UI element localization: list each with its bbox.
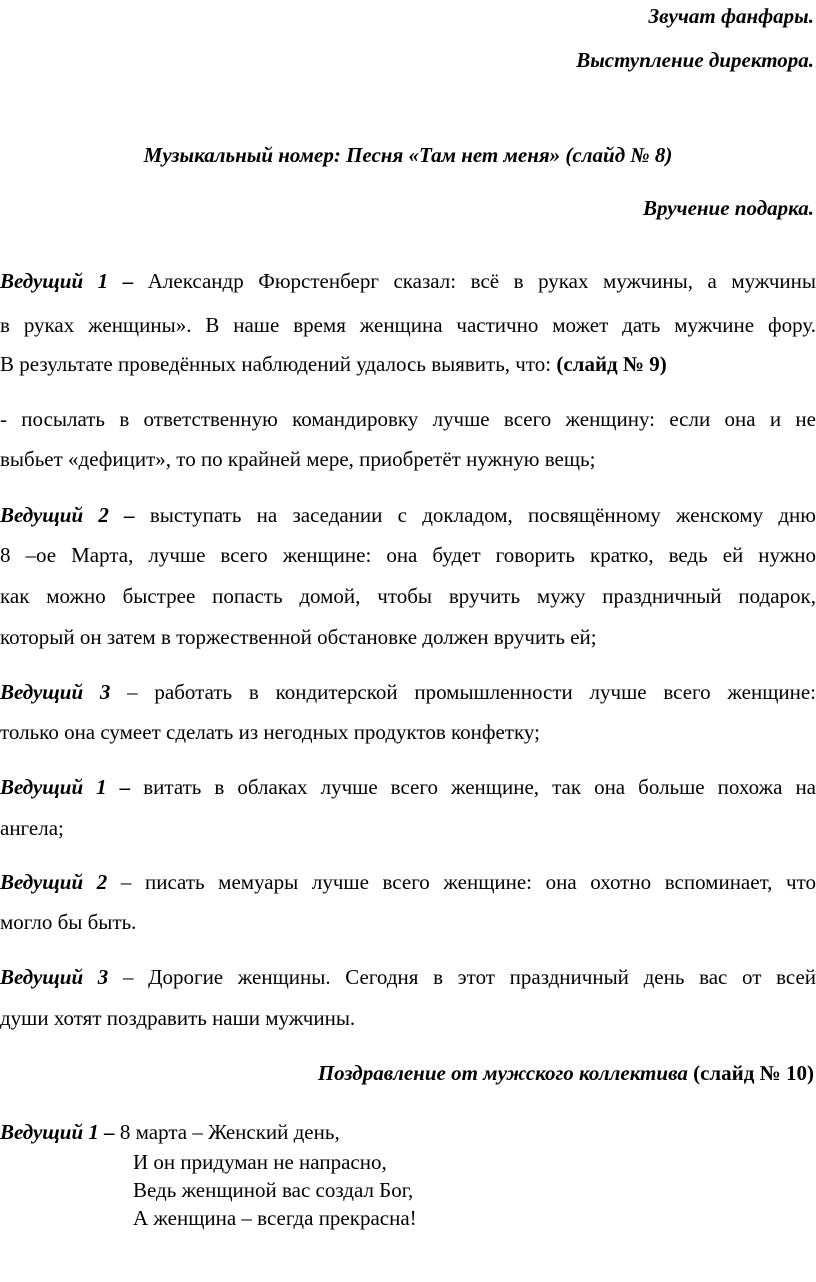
stage-direction-director: Выступление директора.	[576, 48, 814, 72]
paragraph-1-line-3: В результате проведённых наблюдений удалось выявить, что: (слайд № 9)	[0, 352, 667, 376]
stage-direction-fanfare: Звучат фанфары.	[648, 4, 814, 28]
speaker-label: Ведущий 2 –	[0, 503, 135, 527]
slide-reference: (слайд № 10)	[687, 1061, 814, 1085]
paragraph-4-line-1: Ведущий 3 – работать в кондитерской промышленности лучше всего женщине:	[0, 680, 816, 704]
poem-line-2: И он придуман не напрасно,	[133, 1150, 387, 1174]
paragraph-6-line-2: могло бы быть.	[0, 910, 137, 934]
paragraph-1-line-1: Ведущий 1 – Александр Фюрстенберг сказал: всё в руках мужчины, а мужчины	[0, 269, 816, 293]
paragraph-3-line-3: как можно быстрее попасть домой, чтобы вручить мужу праздничный подарок,	[0, 584, 816, 608]
poem-line-4: А женщина – всегда прекрасна!	[133, 1206, 417, 1230]
paragraph-2-line-1: - посылать в ответственную командировку лучше всего женщину: если она и не	[0, 407, 816, 431]
poem-line-1: Ведущий 1 – 8 марта – Женский день,	[0, 1120, 340, 1144]
slide-reference: (слайд № 9)	[556, 352, 667, 376]
speaker-label: Ведущий 3	[0, 680, 111, 704]
speaker-label: Ведущий 2	[0, 870, 108, 894]
poem-line-3: Ведь женщиной вас создал Бог,	[133, 1178, 414, 1202]
paragraph-5-line-1: Ведущий 1 – витать в облаках лучше всего женщине, так она больше похожа на	[0, 775, 816, 799]
speaker-label: Ведущий 3	[0, 965, 109, 989]
paragraph-2-line-2: выбьет «дефицит», то по крайней мере, приобретёт нужную вещь;	[0, 447, 596, 471]
paragraph-4-line-2: только она сумеет сделать из негодных продуктов конфетку;	[0, 720, 540, 744]
paragraph-7-line-1: Ведущий 3 – Дорогие женщины. Сегодня в этот праздничный день вас от всей	[0, 965, 816, 989]
congratulation-heading: Поздравление от мужского коллектива (слайд № 10)	[317, 1061, 814, 1085]
music-number-heading: Музыкальный номер: Песня «Там нет меня» (слайд № 8)	[143, 143, 673, 167]
speaker-label: Ведущий 1 –	[0, 269, 134, 293]
paragraph-6-line-1: Ведущий 2 – писать мемуары лучше всего женщине: она охотно вспоминает, что	[0, 870, 816, 894]
speaker-label: Ведущий 1 –	[0, 1120, 115, 1144]
paragraph-1-line-2: в руках женщины». В наше время женщина частично может дать мужчине фору.	[0, 313, 816, 337]
paragraph-3-line-2: 8 –ое Марта, лучше всего женщине: она будет говорить кратко, ведь ей нужно	[0, 543, 816, 567]
paragraph-3-line-4: который он затем в торжественной обстановке должен вручить ей;	[0, 625, 597, 649]
paragraph-3-line-1: Ведущий 2 – выступать на заседании с докладом, посвящённому женскому дню	[0, 503, 816, 527]
gift-heading: Вручение подарка.	[643, 196, 814, 220]
speaker-label: Ведущий 1 –	[0, 775, 131, 799]
paragraph-7-line-2: души хотят поздравить наши мужчины.	[0, 1006, 356, 1030]
paragraph-5-line-2: ангела;	[0, 816, 64, 840]
